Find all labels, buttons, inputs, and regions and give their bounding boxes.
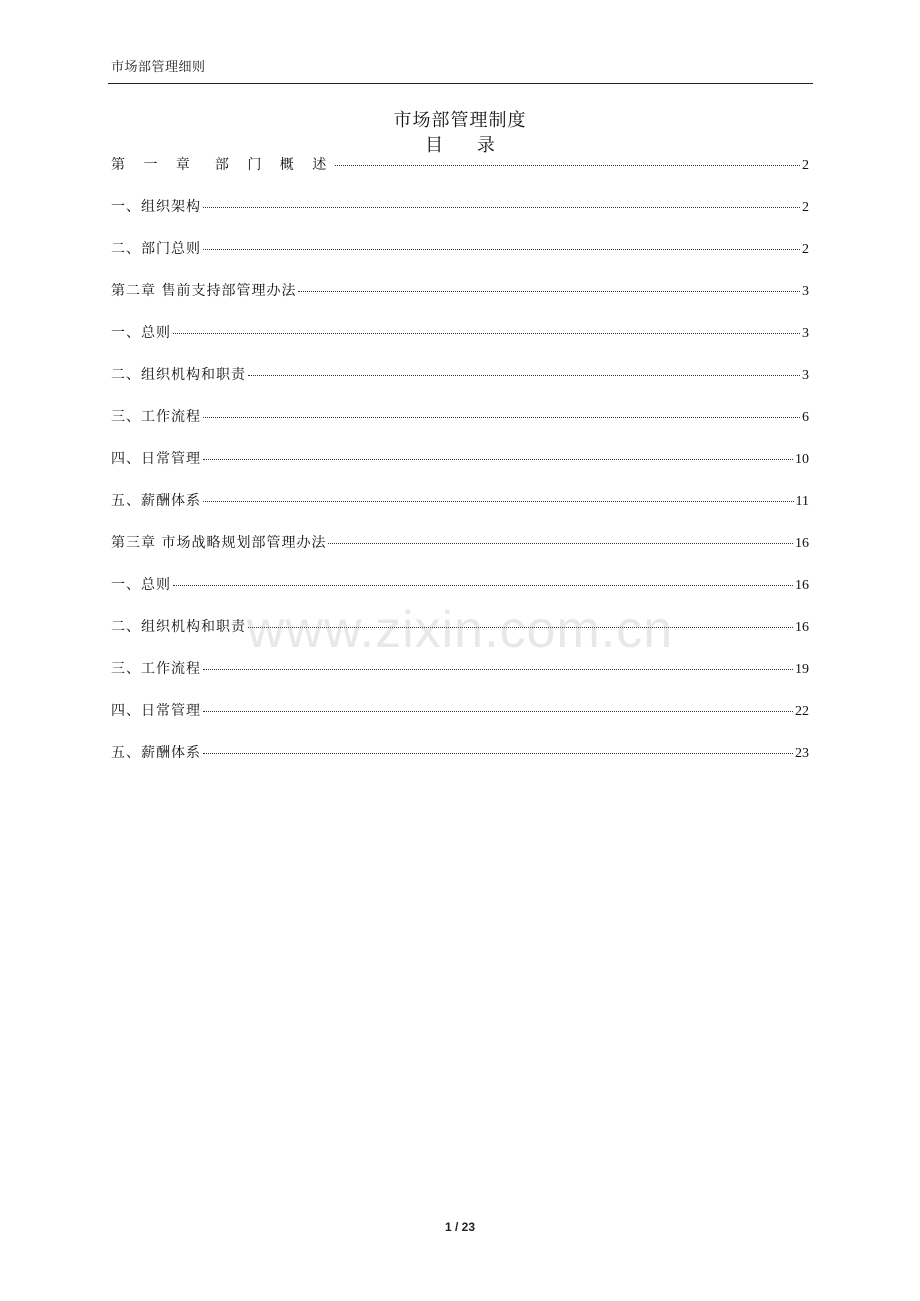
dot-leader: [203, 669, 793, 670]
dot-leader: [173, 585, 793, 586]
toc-entry-page: 3: [802, 284, 809, 299]
dot-leader: [203, 249, 800, 250]
toc-entry-page: 3: [802, 368, 809, 383]
dot-leader: [203, 459, 793, 460]
table-of-contents: [111, 155, 809, 785]
toc-entry-label: 第二章 售前支持部管理办法: [111, 283, 297, 299]
toc-entry[interactable]: [111, 617, 809, 659]
dot-leader: [203, 501, 794, 502]
toc-entry-label: 四、日常管理: [111, 451, 201, 467]
header-divider: [108, 83, 813, 84]
toc-entry-label-part: 部 门 概 述: [214, 157, 334, 173]
toc-entry-page: 16: [795, 536, 809, 551]
toc-entry[interactable]: [111, 239, 809, 281]
toc-entry-label: 四、日常管理: [111, 703, 201, 719]
running-header: 市场部管理细则: [111, 60, 206, 75]
toc-entry-label: 五、薪酬体系: [111, 493, 201, 509]
toc-entry-label: 二、组织机构和职责: [111, 367, 246, 383]
toc-entry-page: 2: [802, 242, 809, 257]
dot-leader: [298, 291, 800, 292]
toc-entry-page: 3: [802, 326, 809, 341]
dot-leader: [203, 417, 800, 418]
toc-entry-label: 二、组织机构和职责: [111, 619, 246, 635]
toc-entry[interactable]: [111, 197, 809, 239]
toc-entry-chapter-3[interactable]: [111, 533, 809, 575]
toc-entry-chapter-1[interactable]: [111, 155, 809, 197]
dot-leader: [203, 207, 800, 208]
toc-entry-page: 19: [795, 662, 809, 677]
toc-entry-page: 2: [802, 200, 809, 215]
dot-leader: [203, 753, 793, 754]
dot-leader: [335, 165, 800, 166]
page-number: 1 / 23: [444, 1220, 476, 1234]
toc-entry-label: 三、工作流程: [111, 409, 201, 425]
toc-entry-label: 第三章 市场战略规划部管理办法: [111, 535, 327, 551]
toc-entry-page: 23: [795, 746, 809, 761]
toc-entry-page: 16: [795, 578, 809, 593]
toc-entry[interactable]: [111, 701, 809, 743]
toc-entry[interactable]: [111, 323, 809, 365]
toc-heading: 目 录: [425, 135, 509, 156]
document-title: 市场部管理制度: [393, 110, 527, 131]
toc-entry-chapter-2[interactable]: [111, 281, 809, 323]
toc-entry-label-part: 第 一 章: [111, 157, 197, 173]
toc-entry[interactable]: [111, 491, 809, 533]
dot-leader: [248, 627, 793, 628]
toc-entry-page: 2: [802, 158, 809, 173]
toc-entry-label: 一、总则: [111, 325, 171, 341]
toc-entry-label: 三、工作流程: [111, 661, 201, 677]
toc-entry[interactable]: [111, 365, 809, 407]
toc-entry-label: 一、总则: [111, 577, 171, 593]
toc-entry-page: 10: [795, 452, 809, 467]
dot-leader: [173, 333, 800, 334]
dot-leader: [203, 711, 793, 712]
dot-leader: [248, 375, 800, 376]
toc-entry[interactable]: [111, 743, 809, 785]
toc-entry-page: 6: [802, 410, 809, 425]
dot-leader: [328, 543, 793, 544]
toc-entry-label: [111, 155, 333, 175]
toc-entry-page: 11: [795, 494, 809, 509]
toc-entry-page: 16: [795, 620, 809, 635]
toc-entry-label: 二、部门总则: [111, 241, 201, 257]
toc-entry[interactable]: [111, 449, 809, 491]
toc-entry[interactable]: [111, 659, 809, 701]
toc-entry[interactable]: [111, 407, 809, 449]
toc-entry-label: 一、组织架构: [111, 199, 201, 215]
toc-entry[interactable]: [111, 575, 809, 617]
watermark: www.zixin.com.cn: [246, 601, 674, 659]
toc-entry-page: 22: [795, 704, 809, 719]
toc-entry-label: 五、薪酬体系: [111, 745, 201, 761]
